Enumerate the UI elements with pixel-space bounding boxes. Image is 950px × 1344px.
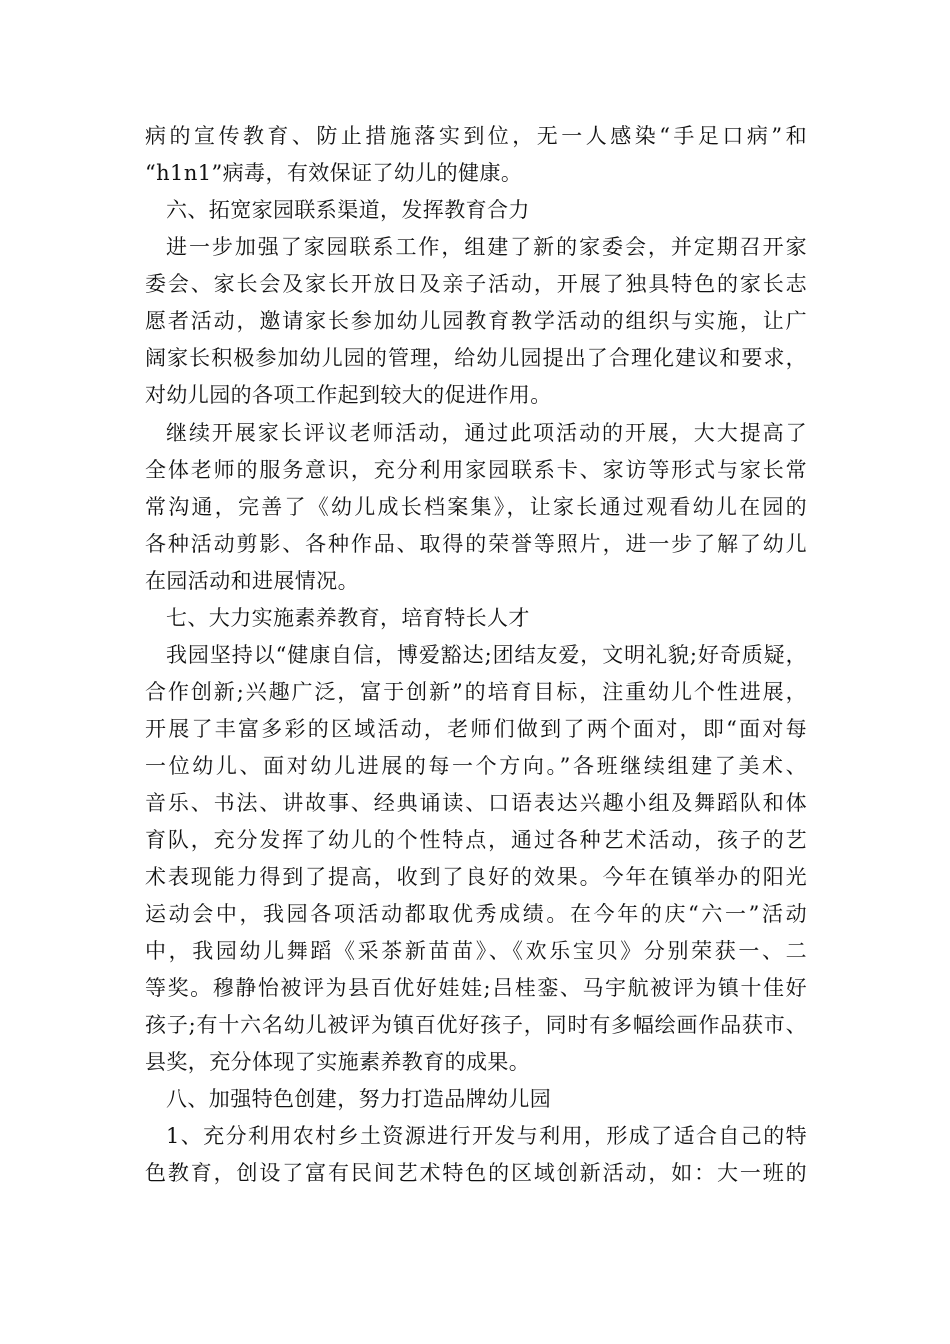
text-line: 全体老师的服务意识，充分利用家园联系卡、家访等形式与家长常 (145, 458, 807, 482)
text-line: “h1n1”病毒，有效保证了幼儿的健康。 (145, 161, 523, 185)
text-line: 阔家长积极参加幼儿园的管理，给幼儿园提出了合理化建议和要求， (145, 346, 807, 370)
text-line: 运动会中，我园各项活动都取优秀成绩。在今年的庆“六一”活动 (145, 902, 807, 926)
text-line: 合作创新;兴趣广泛，富于创新”的培育目标，注重幼儿个性进展， (145, 680, 807, 704)
text-line: 中，我园幼儿舞蹈《采茶新苗苗》、《欢乐宝贝》分别荣获一、二 (145, 939, 807, 963)
text-line: 开展了丰富多彩的区域活动，老师们做到了两个面对，即“面对每 (145, 717, 807, 741)
text-line: 进一步加强了家园联系工作，组建了新的家委会，并定期召开家 (166, 235, 807, 259)
text-line: 县奖，充分体现了实施素养教育的成果。 (145, 1050, 531, 1074)
text-line: 常沟通，完善了《幼儿成长档案集》，让家长通过观看幼儿在园的 (145, 495, 807, 519)
text-line: 各种活动剪影、各种作品、取得的荣誉等照片，进一步了解了幼儿 (145, 532, 807, 556)
section-heading: 八、加强特色创建，努力打造品牌幼儿园 (166, 1087, 552, 1111)
text-line: 孩子;有十六名幼儿被评为镇百优好孩子，同时有多幅绘画作品获市、 (145, 1013, 807, 1037)
text-line: 音乐、书法、讲故事、经典诵读、口语表达兴趣小组及舞蹈队和体 (145, 791, 807, 815)
section-heading: 七、大力实施素养教育，培育特长人才 (166, 606, 530, 630)
text-line: 等奖。穆静怡被评为县百优好娃娃;吕桂銮、马宇航被评为镇十佳好 (145, 976, 807, 1000)
section-heading: 六、拓宽家园联系渠道，发挥教育合力 (166, 198, 530, 222)
text-line: 我园坚持以“健康自信，博爱豁达;团结友爱，文明礼貌;好奇质疑， (166, 643, 807, 667)
text-line: 在园活动和进展情况。 (145, 569, 359, 593)
text-line: 色教育，创设了富有民间艺术特色的区域创新活动，如：大一班的 (145, 1161, 807, 1185)
text-line: 愿者活动，邀请家长参加幼儿园教育教学活动的组织与实施，让广 (145, 309, 807, 333)
text-line: 委会、家长会及家长开放日及亲子活动，开展了独具特色的家长志 (145, 272, 807, 296)
text-line: 育队，充分发挥了幼儿的个性特点，通过各种艺术活动，孩子的艺 (145, 828, 807, 852)
text-line: 术表现能力得到了提高，收到了良好的效果。今年在镇举办的阳光 (145, 865, 807, 889)
text-line: 继续开展家长评议老师活动，通过此项活动的开展，大大提高了 (166, 421, 807, 445)
text-line: 对幼儿园的各项工作起到较大的促进作用。 (145, 383, 552, 407)
text-line: 1、充分利用农村乡土资源进行开发与利用，形成了适合自己的特 (166, 1124, 807, 1148)
text-line: 一位幼儿、面对幼儿进展的每一个方向。”各班继续组建了美术、 (145, 754, 807, 778)
text-line: 病的宣传教育、防止措施落实到位，无一人感染“手足口病”和 (145, 124, 807, 148)
